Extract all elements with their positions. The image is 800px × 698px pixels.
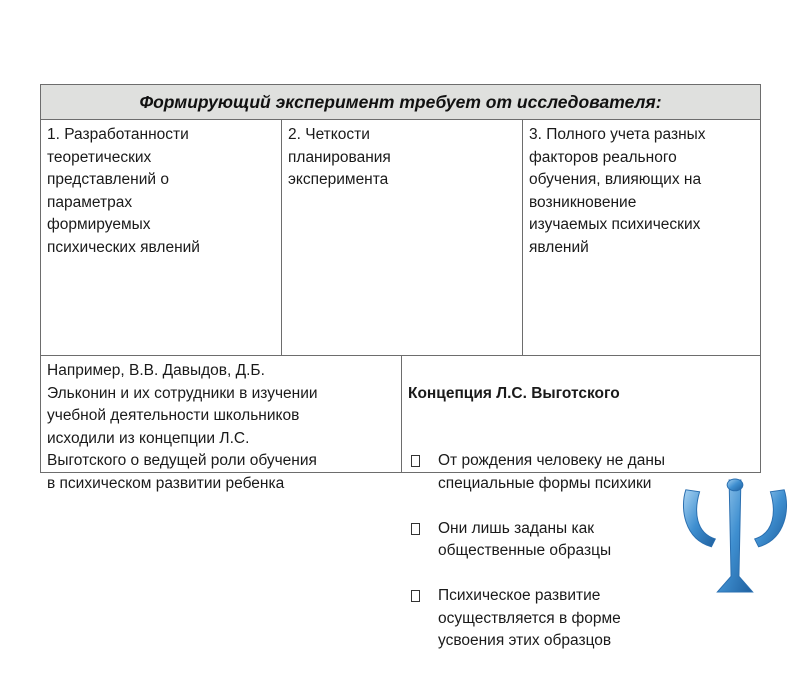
bullet-box-icon — [411, 455, 420, 467]
concept-cell — [402, 356, 760, 649]
concept-title: Концепция Л.С. Выготского — [408, 384, 620, 402]
example-cell: Например, В.В. Давыдов, Д.Б. Эльконин и их сотрудники в изучении учебной деятельности школьников исходили из концепции Л.С. Выготского о ведущей роли обучения в психическом развитии ребенка — [41, 356, 402, 472]
bullet-box-icon — [411, 590, 420, 602]
list-item-text: Они лишь заданы как общественные образцы — [438, 519, 612, 559]
list-item-text: Психическое развитие осуществляется в форме усвоения этих образцов — [438, 587, 621, 649]
list-item-text: От рождения человеку не даны специальные формы психики — [438, 452, 666, 492]
experiment-table — [40, 84, 761, 649]
bullet-box-icon — [411, 523, 420, 535]
table-header: Формирующий эксперимент требует от исследователя: — [41, 85, 760, 120]
requirement-3: 3. Полного учета разных факторов реального обучения, влияющих на возникновение изучаемых психических явлений — [529, 126, 706, 256]
requirement-1: 1. Разработанности теоретических представлений о параметрах формируемых психических явлений — [41, 120, 282, 355]
requirement-2: 2. Четкости планирования эксперимента — [282, 120, 523, 355]
psi-icon — [676, 478, 794, 596]
